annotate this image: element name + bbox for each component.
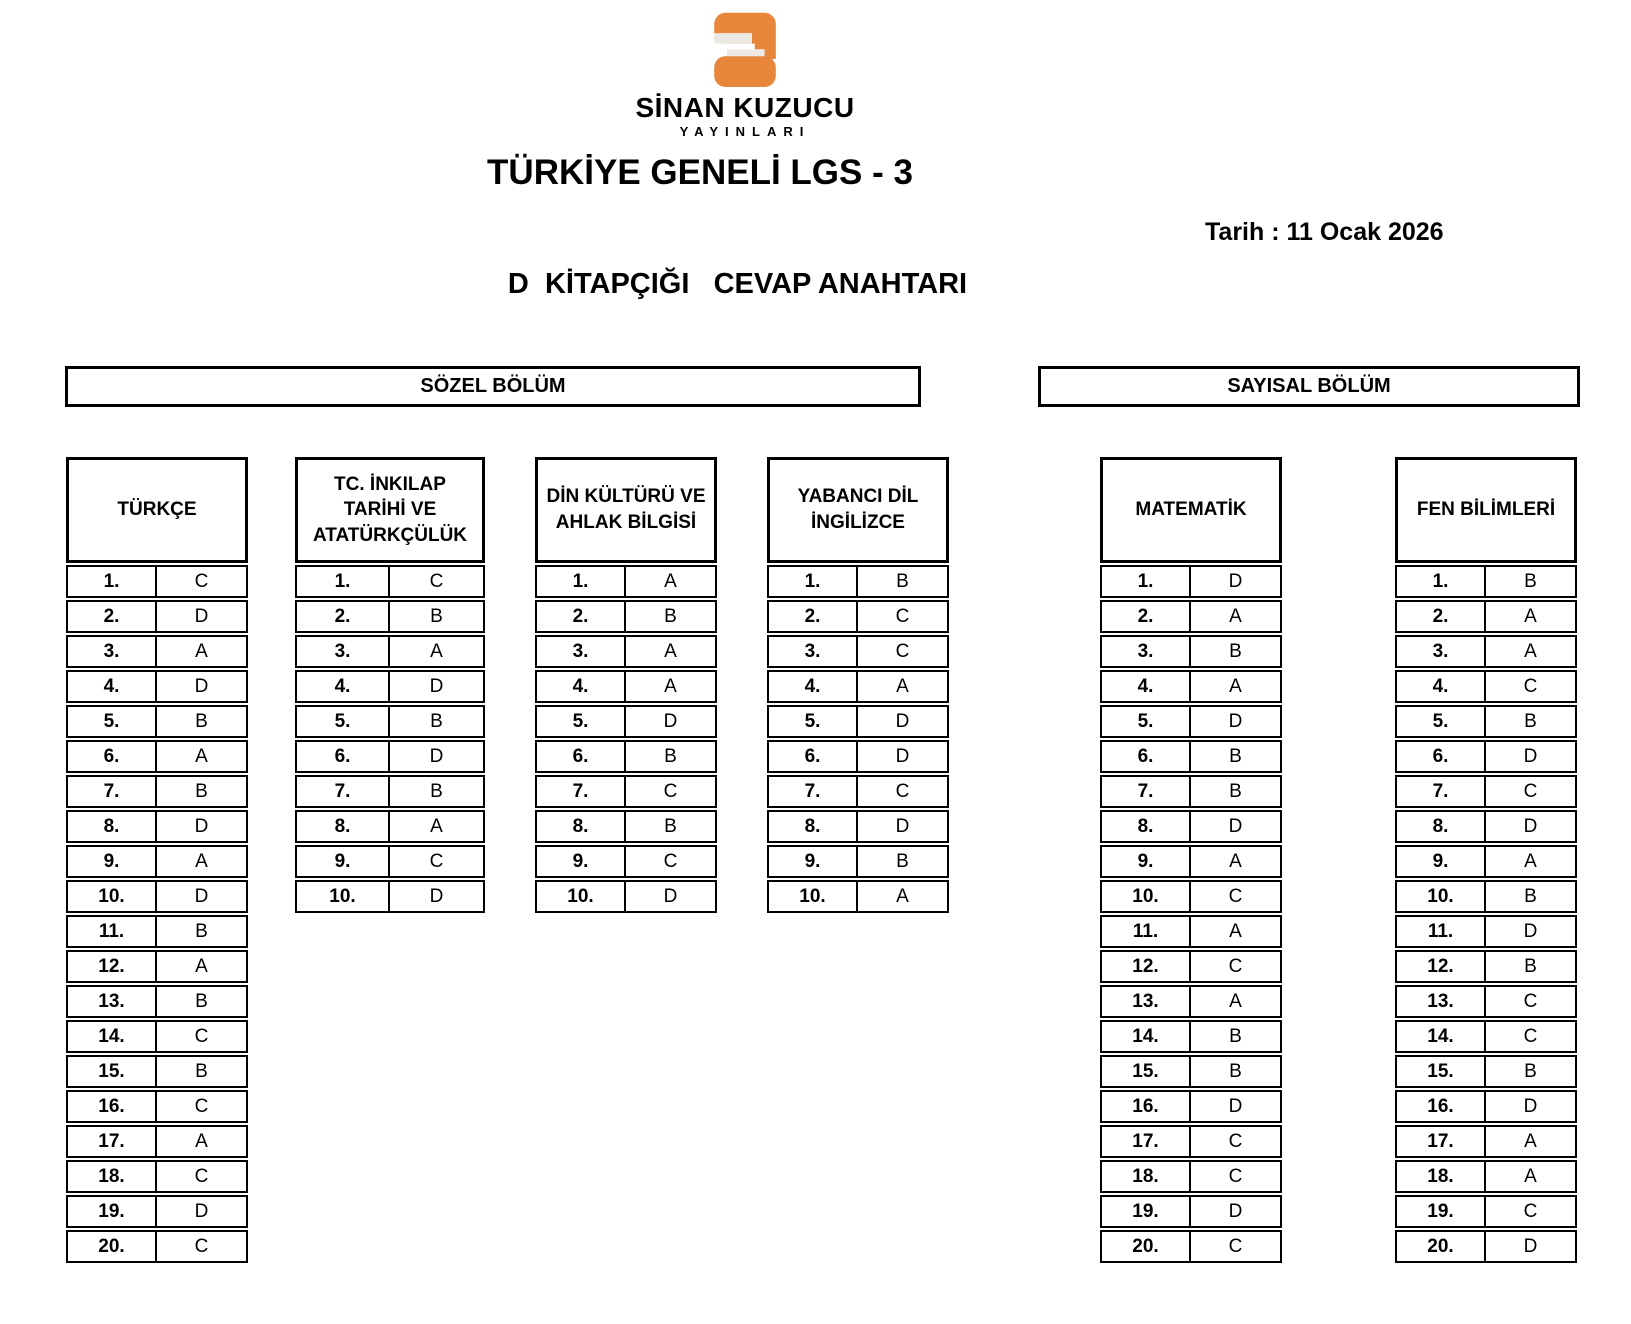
- answer-row: [1100, 985, 1282, 1018]
- question-number: 4.: [535, 670, 626, 703]
- answer-letter: D: [1486, 1090, 1577, 1123]
- question-number: 2.: [767, 600, 858, 633]
- question-number: 2.: [66, 600, 157, 633]
- question-number: 18.: [1100, 1160, 1191, 1193]
- question-number: 8.: [1395, 810, 1486, 843]
- answer-row: [767, 670, 949, 703]
- answer-row: [66, 810, 248, 843]
- answer-letter: C: [157, 1230, 248, 1263]
- answer-column-inkilap: [295, 457, 485, 915]
- answer-letter: A: [1486, 635, 1577, 668]
- answer-row: [66, 1020, 248, 1053]
- answer-letter: C: [1191, 1125, 1282, 1158]
- question-number: 3.: [1395, 635, 1486, 668]
- question-number: 6.: [1395, 740, 1486, 773]
- answer-row: [1100, 775, 1282, 808]
- answer-letter: C: [390, 845, 485, 878]
- column-header: TÜRKÇE: [66, 457, 248, 563]
- question-number: 7.: [295, 775, 390, 808]
- question-number: 8.: [1100, 810, 1191, 843]
- answer-column-fen: [1395, 457, 1577, 1265]
- answer-row: [66, 1195, 248, 1228]
- answer-letter: A: [1486, 845, 1577, 878]
- question-number: 20.: [1100, 1230, 1191, 1263]
- question-number: 7.: [1395, 775, 1486, 808]
- question-number: 12.: [1100, 950, 1191, 983]
- question-number: 17.: [66, 1125, 157, 1158]
- question-number: 1.: [767, 565, 858, 598]
- question-number: 6.: [295, 740, 390, 773]
- answer-letter: D: [157, 670, 248, 703]
- answer-letter: A: [858, 670, 949, 703]
- question-number: 5.: [66, 705, 157, 738]
- answer-letter: A: [157, 950, 248, 983]
- answer-row: [1100, 1055, 1282, 1088]
- question-number: 7.: [1100, 775, 1191, 808]
- answer-row: [1100, 1020, 1282, 1053]
- answer-row: [295, 810, 485, 843]
- answer-row: [66, 1090, 248, 1123]
- answer-row: [1395, 985, 1577, 1018]
- answer-letter: B: [157, 985, 248, 1018]
- question-number: 10.: [1100, 880, 1191, 913]
- answer-row: [767, 635, 949, 668]
- answer-row: [1100, 1195, 1282, 1228]
- answer-row: [295, 845, 485, 878]
- answer-letter: A: [1191, 670, 1282, 703]
- answer-row: [1395, 950, 1577, 983]
- answer-row: [1395, 565, 1577, 598]
- question-number: 15.: [1395, 1055, 1486, 1088]
- answer-row: [535, 810, 717, 843]
- answer-letter: D: [858, 740, 949, 773]
- answer-letter: C: [1191, 880, 1282, 913]
- brand-subtitle: YAYINLARI: [679, 124, 811, 139]
- answer-letter: C: [1191, 1230, 1282, 1263]
- answer-row: [66, 880, 248, 913]
- question-number: 14.: [1100, 1020, 1191, 1053]
- question-number: 10.: [66, 880, 157, 913]
- answer-letter: C: [858, 775, 949, 808]
- answer-letter: D: [858, 705, 949, 738]
- question-number: 5.: [1395, 705, 1486, 738]
- answer-letter: D: [1191, 565, 1282, 598]
- question-number: 9.: [535, 845, 626, 878]
- question-number: 3.: [66, 635, 157, 668]
- question-number: 2.: [1100, 600, 1191, 633]
- answer-row: [1395, 600, 1577, 633]
- question-number: 2.: [535, 600, 626, 633]
- answer-letter: B: [390, 705, 485, 738]
- answer-letter: C: [858, 635, 949, 668]
- answer-letter: C: [1191, 950, 1282, 983]
- answer-letter: B: [1191, 1020, 1282, 1053]
- question-number: 1.: [1395, 565, 1486, 598]
- answer-letter: B: [626, 600, 717, 633]
- answer-letter: A: [1486, 1125, 1577, 1158]
- question-number: 9.: [295, 845, 390, 878]
- answer-letter: A: [157, 1125, 248, 1158]
- answer-row: [767, 845, 949, 878]
- answer-letter: B: [1191, 775, 1282, 808]
- column-header: MATEMATİK: [1100, 457, 1282, 563]
- answer-letter: B: [626, 740, 717, 773]
- answer-row: [1395, 740, 1577, 773]
- answer-letter: A: [157, 635, 248, 668]
- answer-letter: D: [626, 705, 717, 738]
- answer-letter: B: [1486, 565, 1577, 598]
- question-number: 1.: [1100, 565, 1191, 598]
- answer-letter: B: [1486, 1055, 1577, 1088]
- exam-title: TÜRKİYE GENELİ LGS - 3: [487, 153, 913, 192]
- question-number: 16.: [1100, 1090, 1191, 1123]
- question-number: 7.: [535, 775, 626, 808]
- question-number: 3.: [295, 635, 390, 668]
- answer-row: [66, 565, 248, 598]
- answer-row: [1100, 880, 1282, 913]
- answer-letter: C: [626, 845, 717, 878]
- answer-row: [295, 775, 485, 808]
- question-number: 6.: [767, 740, 858, 773]
- answer-row: [1395, 1125, 1577, 1158]
- answer-row: [66, 740, 248, 773]
- answer-row: [295, 670, 485, 703]
- question-number: 20.: [1395, 1230, 1486, 1263]
- question-number: 13.: [66, 985, 157, 1018]
- question-number: 19.: [66, 1195, 157, 1228]
- question-number: 14.: [66, 1020, 157, 1053]
- question-number: 15.: [66, 1055, 157, 1088]
- answer-letter: B: [157, 705, 248, 738]
- answer-letter: B: [1486, 950, 1577, 983]
- question-number: 2.: [295, 600, 390, 633]
- answer-column-matematik: [1100, 457, 1282, 1265]
- answer-row: [767, 810, 949, 843]
- question-number: 5.: [295, 705, 390, 738]
- section-header-sayisal: SAYISAL BÖLÜM: [1038, 366, 1580, 407]
- answer-row: [1100, 740, 1282, 773]
- answer-letter: C: [1191, 1160, 1282, 1193]
- answer-letter: B: [1486, 880, 1577, 913]
- question-number: 17.: [1100, 1125, 1191, 1158]
- question-number: 4.: [295, 670, 390, 703]
- answer-letter: D: [1486, 1230, 1577, 1263]
- answer-row: [1395, 880, 1577, 913]
- answer-letter: A: [157, 845, 248, 878]
- answer-letter: D: [1191, 810, 1282, 843]
- answer-row: [1100, 1125, 1282, 1158]
- answer-letter: A: [1191, 845, 1282, 878]
- question-number: 4.: [66, 670, 157, 703]
- question-number: 13.: [1100, 985, 1191, 1018]
- answer-row: [1395, 705, 1577, 738]
- section-header-sozel: SÖZEL BÖLÜM: [65, 366, 921, 407]
- question-number: 5.: [535, 705, 626, 738]
- answer-rows: [295, 565, 485, 913]
- question-number: 10.: [767, 880, 858, 913]
- question-number: 8.: [767, 810, 858, 843]
- publisher-logo-icon: [703, 10, 787, 94]
- answer-row: [767, 775, 949, 808]
- answer-letter: A: [1191, 915, 1282, 948]
- question-number: 7.: [66, 775, 157, 808]
- answer-row: [295, 635, 485, 668]
- answer-row: [66, 600, 248, 633]
- answer-column-din: [535, 457, 717, 915]
- answer-letter: D: [390, 880, 485, 913]
- answer-row: [535, 845, 717, 878]
- question-number: 6.: [66, 740, 157, 773]
- answer-row: [1395, 635, 1577, 668]
- answer-row: [1395, 1160, 1577, 1193]
- answer-letter: B: [157, 1055, 248, 1088]
- answer-row: [1395, 915, 1577, 948]
- answer-row: [66, 915, 248, 948]
- question-number: 7.: [767, 775, 858, 808]
- answer-letter: B: [1486, 705, 1577, 738]
- answer-row: [535, 880, 717, 913]
- answer-rows: [1100, 565, 1282, 1263]
- answer-row: [66, 670, 248, 703]
- question-number: 8.: [295, 810, 390, 843]
- answer-row: [1395, 845, 1577, 878]
- answer-row: [1100, 600, 1282, 633]
- question-number: 19.: [1100, 1195, 1191, 1228]
- answer-letter: D: [1191, 705, 1282, 738]
- answer-letter: C: [1486, 670, 1577, 703]
- answer-letter: D: [157, 880, 248, 913]
- question-number: 12.: [66, 950, 157, 983]
- answer-letter: C: [1486, 1020, 1577, 1053]
- answer-row: [1395, 670, 1577, 703]
- question-number: 6.: [535, 740, 626, 773]
- question-number: 10.: [1395, 880, 1486, 913]
- answer-letter: B: [1191, 740, 1282, 773]
- answer-letter: D: [157, 600, 248, 633]
- exam-date: Tarih : 11 Ocak 2026: [1205, 218, 1444, 246]
- question-number: 3.: [535, 635, 626, 668]
- question-number: 9.: [1395, 845, 1486, 878]
- answer-row: [295, 600, 485, 633]
- question-number: 5.: [1100, 705, 1191, 738]
- answer-row: [295, 880, 485, 913]
- answer-row: [535, 740, 717, 773]
- answer-row: [1395, 1090, 1577, 1123]
- answer-row: [66, 1055, 248, 1088]
- answer-row: [66, 985, 248, 1018]
- answer-letter: B: [157, 775, 248, 808]
- answer-row: [1100, 1090, 1282, 1123]
- question-number: 1.: [535, 565, 626, 598]
- question-number: 4.: [1395, 670, 1486, 703]
- question-number: 18.: [1395, 1160, 1486, 1193]
- question-number: 19.: [1395, 1195, 1486, 1228]
- answer-letter: B: [858, 845, 949, 878]
- answer-row: [66, 775, 248, 808]
- answer-row: [1100, 1160, 1282, 1193]
- question-number: 9.: [1100, 845, 1191, 878]
- booklet-title: D KİTAPÇIĞI CEVAP ANAHTARI: [507, 268, 968, 300]
- answer-letter: C: [390, 565, 485, 598]
- answer-letter: B: [390, 775, 485, 808]
- answer-rows: [535, 565, 717, 913]
- question-number: 11.: [66, 915, 157, 948]
- question-number: 8.: [535, 810, 626, 843]
- question-number: 11.: [1100, 915, 1191, 948]
- answer-letter: D: [390, 670, 485, 703]
- answer-row: [66, 1230, 248, 1263]
- question-number: 4.: [1100, 670, 1191, 703]
- answer-row: [767, 565, 949, 598]
- answer-letter: C: [858, 600, 949, 633]
- answer-rows: [767, 565, 949, 913]
- answer-letter: D: [1486, 740, 1577, 773]
- question-number: 10.: [535, 880, 626, 913]
- answer-row: [1100, 635, 1282, 668]
- answer-letter: B: [390, 600, 485, 633]
- answer-row: [295, 565, 485, 598]
- answer-row: [767, 740, 949, 773]
- question-number: 5.: [767, 705, 858, 738]
- answer-letter: A: [1191, 985, 1282, 1018]
- question-number: 10.: [295, 880, 390, 913]
- question-number: 9.: [66, 845, 157, 878]
- answer-letter: A: [1191, 600, 1282, 633]
- answer-row: [1395, 1195, 1577, 1228]
- answer-letter: A: [390, 810, 485, 843]
- answer-letter: A: [1486, 600, 1577, 633]
- answer-row: [535, 600, 717, 633]
- column-header: TC. İNKILAP TARİHİ VE ATATÜRKÇÜLÜK: [295, 457, 485, 563]
- answer-row: [66, 845, 248, 878]
- answer-row: [1100, 845, 1282, 878]
- answer-letter: C: [157, 565, 248, 598]
- answer-letter: C: [157, 1020, 248, 1053]
- answer-row: [535, 705, 717, 738]
- answer-column-yabanci: [767, 457, 949, 915]
- answer-letter: B: [626, 810, 717, 843]
- answer-letter: A: [626, 670, 717, 703]
- question-number: 18.: [66, 1160, 157, 1193]
- answer-letter: A: [157, 740, 248, 773]
- column-header: DİN KÜLTÜRÜ VE AHLAK BİLGİSİ: [535, 457, 717, 563]
- question-number: 3.: [1100, 635, 1191, 668]
- question-number: 15.: [1100, 1055, 1191, 1088]
- answer-letter: B: [1191, 1055, 1282, 1088]
- answer-rows: [1395, 565, 1577, 1263]
- answer-letter: C: [626, 775, 717, 808]
- answer-letter: A: [390, 635, 485, 668]
- question-number: 8.: [66, 810, 157, 843]
- question-number: 6.: [1100, 740, 1191, 773]
- answer-row: [295, 740, 485, 773]
- answer-letter: B: [157, 915, 248, 948]
- answer-letter: A: [626, 635, 717, 668]
- answer-row: [66, 1125, 248, 1158]
- question-number: 16.: [1395, 1090, 1486, 1123]
- question-number: 3.: [767, 635, 858, 668]
- answer-letter: D: [1486, 915, 1577, 948]
- column-header: YABANCI DİL İNGİLİZCE: [767, 457, 949, 563]
- question-number: 9.: [767, 845, 858, 878]
- answer-row: [1100, 810, 1282, 843]
- question-number: 2.: [1395, 600, 1486, 633]
- answer-row: [767, 880, 949, 913]
- answer-row: [1395, 775, 1577, 808]
- answer-row: [1100, 915, 1282, 948]
- brand-name: SİNAN KUZUCU: [635, 92, 855, 123]
- answer-row: [1100, 1230, 1282, 1263]
- answer-row: [535, 670, 717, 703]
- answer-row: [295, 705, 485, 738]
- question-number: 13.: [1395, 985, 1486, 1018]
- answer-row: [1395, 1055, 1577, 1088]
- question-number: 11.: [1395, 915, 1486, 948]
- answer-row: [535, 635, 717, 668]
- answer-letter: D: [626, 880, 717, 913]
- answer-letter: D: [858, 810, 949, 843]
- answer-row: [1395, 1230, 1577, 1263]
- answer-letter: C: [157, 1160, 248, 1193]
- question-number: 17.: [1395, 1125, 1486, 1158]
- answer-letter: C: [1486, 985, 1577, 1018]
- answer-letter: D: [1191, 1195, 1282, 1228]
- answer-letter: D: [157, 1195, 248, 1228]
- question-number: 16.: [66, 1090, 157, 1123]
- answer-letter: C: [1486, 1195, 1577, 1228]
- answer-column-turkce: [66, 457, 248, 1265]
- answer-row: [767, 600, 949, 633]
- question-number: 1.: [295, 565, 390, 598]
- answer-letter: A: [626, 565, 717, 598]
- question-number: 14.: [1395, 1020, 1486, 1053]
- answer-row: [66, 635, 248, 668]
- question-number: 20.: [66, 1230, 157, 1263]
- answer-letter: C: [157, 1090, 248, 1123]
- answer-row: [66, 1160, 248, 1193]
- answer-letter: A: [858, 880, 949, 913]
- answer-row: [1395, 810, 1577, 843]
- answer-row: [1395, 1020, 1577, 1053]
- answer-letter: B: [1191, 635, 1282, 668]
- answer-rows: [66, 565, 248, 1263]
- answer-row: [535, 775, 717, 808]
- question-number: 4.: [767, 670, 858, 703]
- answer-row: [66, 950, 248, 983]
- answer-row: [1100, 670, 1282, 703]
- answer-letter: D: [1191, 1090, 1282, 1123]
- answer-letter: D: [390, 740, 485, 773]
- answer-row: [767, 705, 949, 738]
- answer-letter: D: [1486, 810, 1577, 843]
- answer-letter: C: [1486, 775, 1577, 808]
- answer-row: [1100, 565, 1282, 598]
- answer-row: [66, 705, 248, 738]
- answer-row: [535, 565, 717, 598]
- answer-row: [1100, 705, 1282, 738]
- column-header: FEN BİLİMLERİ: [1395, 457, 1577, 563]
- question-number: 12.: [1395, 950, 1486, 983]
- answer-letter: D: [157, 810, 248, 843]
- answer-row: [1100, 950, 1282, 983]
- answer-letter: B: [858, 565, 949, 598]
- question-number: 1.: [66, 565, 157, 598]
- answer-letter: A: [1486, 1160, 1577, 1193]
